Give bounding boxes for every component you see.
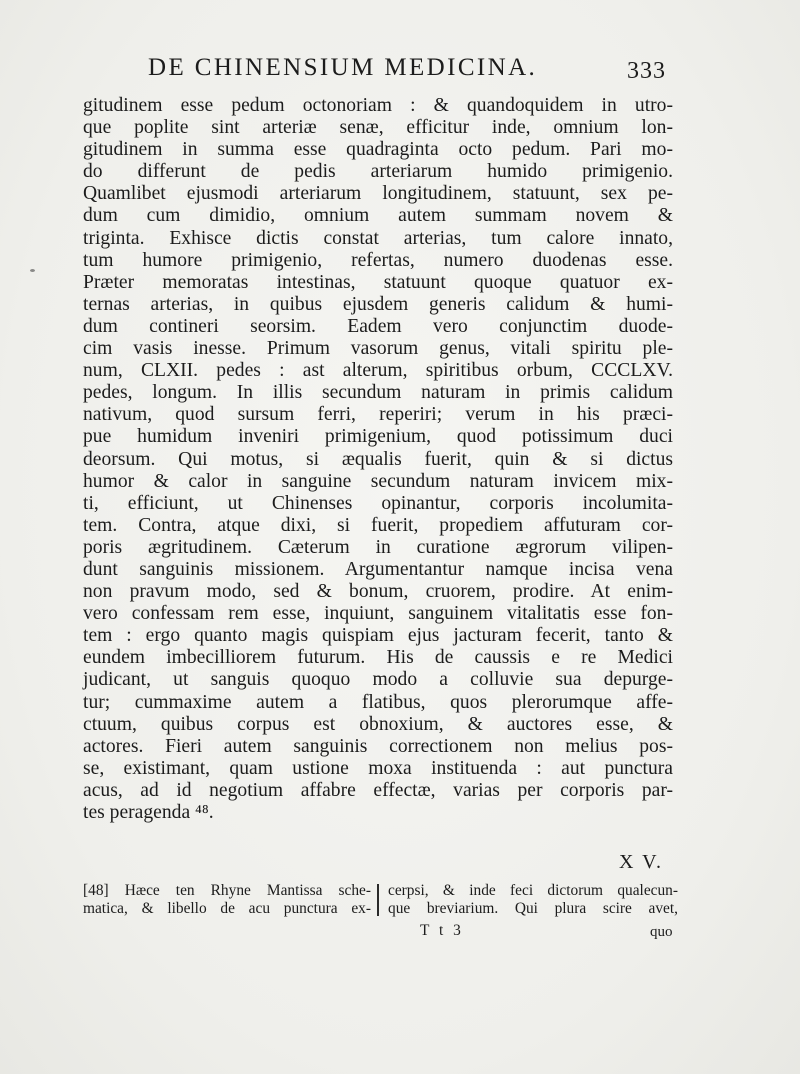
text-line: ctuum, quibus corpus est obnoxium, & auctores esse, & — [83, 713, 673, 735]
text-line: do differunt de pedis arteriarum humido primigenio. — [83, 161, 673, 183]
text-line: judicant, ut sanguis quoquo modo a colluvie sua depurge- — [83, 669, 673, 691]
text-line: gitudinem in summa esse quadraginta octo pedum. Pari mo- — [83, 139, 673, 161]
text-line: non pravum modo, sed & bonum, cruorem, prodire. At enim- — [83, 581, 673, 603]
text-line: tem : ergo quanto magis quispiam ejus jacturam fecerit, tanto & — [83, 625, 673, 647]
signature-mark: T t 3 — [420, 922, 464, 939]
text-line: nativum, quod sursum ferri, reperiri; verum in his præci- — [83, 404, 673, 426]
text-line: Præter memoratas intestinas, statuunt quoque quatuor ex- — [83, 271, 673, 293]
footnote-line: [48] Hæce ten Rhyne Mantissa sche- — [83, 882, 371, 899]
footnote-line: cerpsi, & inde feci dictorum qualecun- — [388, 882, 678, 899]
text-line: Quamlibet ejusmodi arteriarum longitudinem, statuunt, sex pe- — [83, 183, 673, 205]
text-line: dum cum dimidio, omnium autem summam novem & — [83, 205, 673, 227]
text-line: actores. Fieri autem sanguinis correctionem non melius pos- — [83, 735, 673, 757]
footnote-line: que breviarium. Qui plura scire avet, — [388, 900, 678, 917]
running-head: DE CHINENSIUM MEDICINA. — [148, 54, 538, 81]
text-line: tem. Contra, atque dixi, si fuerit, propediem affuturam cor- — [83, 514, 673, 536]
text-line: vero confessam rem esse, inquiunt, sanguinem vitalitatis esse fon- — [83, 603, 673, 625]
text-line: pue humidum inveniri primigenium, quod potissimum duci — [83, 426, 673, 448]
text-line: tes peragenda ⁴⁸. — [83, 802, 214, 823]
page-number: 333 — [627, 58, 666, 84]
text-line: eundem imbecilliorem futurum. His de caussis e re Medici — [83, 647, 673, 669]
text-line: tur; cummaxime autem a flatibus, quos plerorumque affe- — [83, 691, 673, 713]
text-line: tum humore primigenio, refertas, numero duodenas esse. — [83, 249, 673, 271]
text-line: que poplite sint arteriæ senæ, efficitur inde, omnium lon- — [83, 117, 673, 139]
footnote-column-divider — [377, 884, 379, 916]
body-text — [83, 95, 673, 824]
text-line: acus, ad id negotium affabre effectæ, varias per corporis par- — [83, 779, 673, 801]
text-line: gitudinem esse pedum octonoriam : & quandoquidem in utro- — [83, 95, 673, 116]
text-line: pedes, longum. In illis secundum naturam in primis calidum — [83, 382, 673, 404]
catchword: X V. — [619, 851, 663, 873]
text-line: ternas arterias, in quibus ejusdem generis calidum & humi- — [83, 293, 673, 315]
text-line: se, existimant, quam ustione moxa instituenda : aut punctura — [83, 757, 673, 779]
footnote-left-column — [83, 882, 371, 918]
text-line: dunt sanguinis missionem. Argumentantur namque incisa vena — [83, 558, 673, 580]
footnote-right-column — [388, 882, 678, 918]
text-line: triginta. Exhisce dictis constat arterias, tum calore innato, — [83, 227, 673, 249]
text-line: ti, efficiunt, ut Chinenses opinantur, corporis incolumita- — [83, 492, 673, 514]
text-line: cim vasis inesse. Primum vasorum genus, vitali spiritu ple- — [83, 338, 673, 360]
text-line: deorsum. Qui motus, si æqualis fuerit, quin & si dictus — [83, 448, 673, 470]
footnote-line: matica, & libello de acu punctura ex- — [83, 900, 371, 917]
footnote-catchword: quo — [650, 924, 673, 940]
text-line: dum contineri seorsim. Eadem vero conjunctim duode- — [83, 315, 673, 337]
text-line: poris ægritudinem. Cæterum in curatione ægrorum vilipen- — [83, 536, 673, 558]
paper-speck — [30, 269, 35, 272]
text-line: humor & calor in sanguine secundum naturam invicem mix- — [83, 470, 673, 492]
text-line: num, CLXII. pedes : ast alterum, spiritibus orbum, CCCLXV. — [83, 360, 673, 382]
